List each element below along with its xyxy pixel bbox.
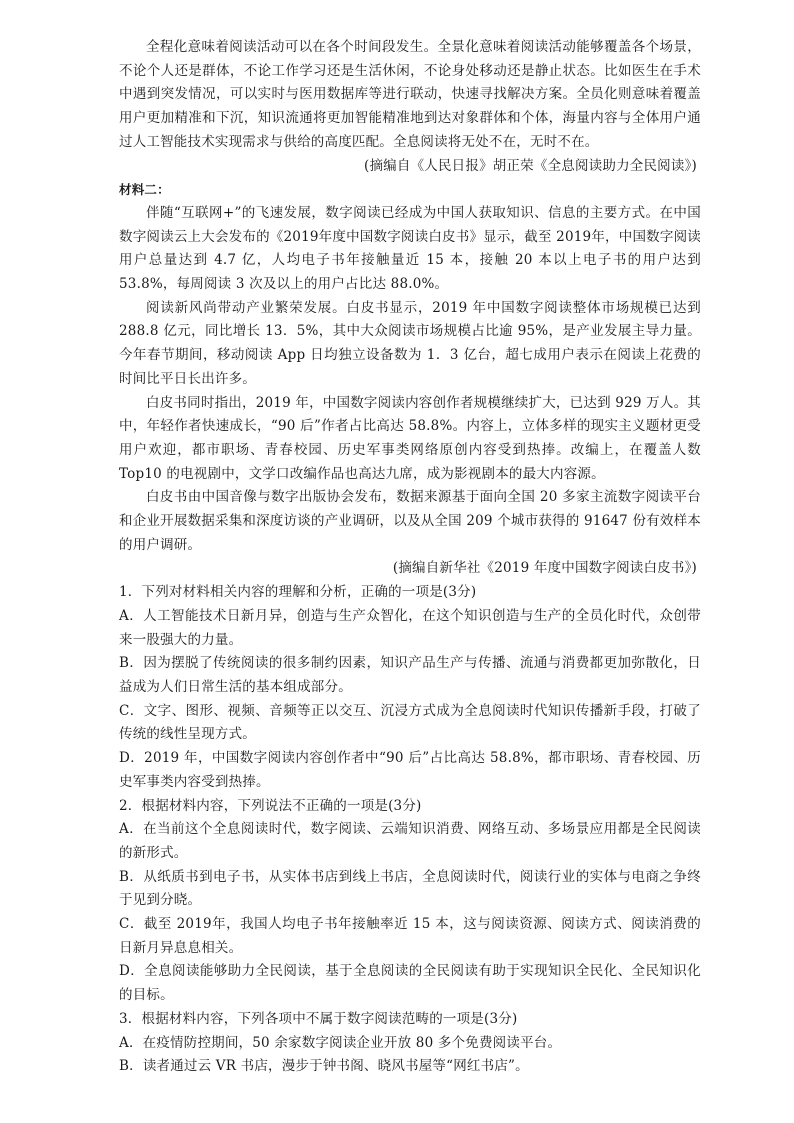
question-2-option-b: B．从纸质书到电子书，从实体书店到线上书店，全息阅读时代，阅读行业的实体与电商之争终于见到分晓。 xyxy=(119,868,701,909)
material-two-paragraph-4: 白皮书由中国音像与数字出版协会发布，数据来源基于面向全国 20 多家主流数字阅读平台和企业开展数据采集和深度访谈的产业调研，以及从全国 209 个城市获得的 91647 份有效样本的用户调研。 xyxy=(119,489,701,553)
material-two-paragraph-2: 阅读新风尚带动产业繁荣发展。白皮书显示，2019 年中国数字阅读整体市场规模已达到 288.8 亿元，同比增长 13．5%，其中大众阅读市场规模占比逾 95%，是产业发展主导力量。今年春节期间，移动阅读 App 日均独立设备数为 1．3 亿台，超七成用户表示在阅读上花费的时间比平日长出许多。 xyxy=(119,299,701,387)
material-two-paragraph-3: 白皮书同时指出，2019 年，中国数字阅读内容创作者规模继续扩大，已达到 929 万人。其中，年轻作者快速成长，“90 后”作者占比高达 58.8%。内容上，立体多样的现实主义题材更受用户欢迎，都市职场、青春校园、历史军事类网络原创内容受到热捧。改编上，在覆盖人数 Top10 的电视剧中，文学口改编作品也高达九席，成为影视剧本的最大内容源。 xyxy=(119,394,701,482)
material-one-source: (摘编自《人民日报》胡正荣《全息阅读助力全民阅读》) xyxy=(364,157,697,174)
question-3-option-b: B．读者通过云 VR 书店，漫步于钟书阁、晓风书屋等“网红书店”。 xyxy=(119,1058,529,1075)
question-1-option-c: C．文字、图形、视频、音频等正以交互、沉浸方式成为全息阅读时代知识传播新手段，打破了传统的线性呈现方式。 xyxy=(119,702,701,743)
material-two-paragraph-1: 伴随“互联网+”的飞速发展，数字阅读已经成为中国人获取知识、信息的主要方式。在中国数字阅读云上大会发布的《2019年度中国数字阅读白皮书》显示，截至 2019年，中国数字阅读用户总量达到 4.7 亿，人均电子书年接触量近 15 本，接触 20 本以上电子书的用户达到 53.8%，每周阅读 3 次及以上的用户占比达 88.0%。 xyxy=(119,204,701,293)
question-2-option-c: C．截至 2019年，我国人均电子书年接触率近 15 本，这与阅读资源、阅读方式、阅读消费的日新月异息息相关。 xyxy=(119,916,701,956)
question-1-option-d: D．2019 年，中国数字阅读内容创作者中“90 后”占比高达 58.8%，都市职场、青春校园、历史军事类内容受到热捧。 xyxy=(119,750,701,790)
document-page xyxy=(119,36,701,1079)
question-2-stem: 2．根据材料内容，下列说法不正确的一项是(3分) xyxy=(119,797,422,814)
question-2-option-d: D．全息阅读能够助力全民阅读，基于全息阅读的全民阅读有助于实现知识全民化、全民知识化的目标。 xyxy=(119,963,701,1004)
question-2-option-a: A．在当前这个全息阅读时代，数字阅读、云端知识消费、网络互动、多场景应用都是全民阅读的新形式。 xyxy=(119,821,701,861)
material-two-source: (摘编自新华社《2019 年度中国数字阅读白皮书》) xyxy=(392,560,697,577)
question-1-option-b: B．因为摆脱了传统阅读的很多制约因素，知识产品生产与传播、流通与消费都更加弥散化，日益成为人们日常生活的基本组成部分。 xyxy=(119,655,701,695)
question-1-option-a: A．人工智能技术日新月异，创造与生产众智化，在这个知识创造与生产的全员化时代，众创带来一股强大的力量。 xyxy=(119,607,701,648)
question-3-option-a: A．在疫情防控期间，50 余家数字阅读企业开放 80 多个免费阅读平台。 xyxy=(119,1034,562,1051)
material-one-paragraph: 全程化意味着阅读活动可以在各个时间段发生。全景化意味着阅读活动能够覆盖各个场景，不论个人还是群体，不论工作学习还是生活休闲，不论身处移动还是静止状态。比如医生在手术中遇到突发情况，可以实时与医用数据库等进行联动，快速寻找解决方案。全员化则意味着覆盖用户更加精准和下沉，知识流通将更加智能精准地到达对象群体和个体，海量内容与全体用户通过人工智能技术实现需求与供给的高度匹配。全息阅读将无处不在，无时不在。 xyxy=(119,39,701,150)
question-3-stem: 3．根据材料内容，下列各项中不属于数字阅读范畴的一项是(3分) xyxy=(119,1010,518,1027)
material-two-label: 材料二： xyxy=(119,182,170,198)
question-1-stem: 1．下列对材料相关内容的理解和分析，正确的一项是(3分) xyxy=(119,584,477,601)
